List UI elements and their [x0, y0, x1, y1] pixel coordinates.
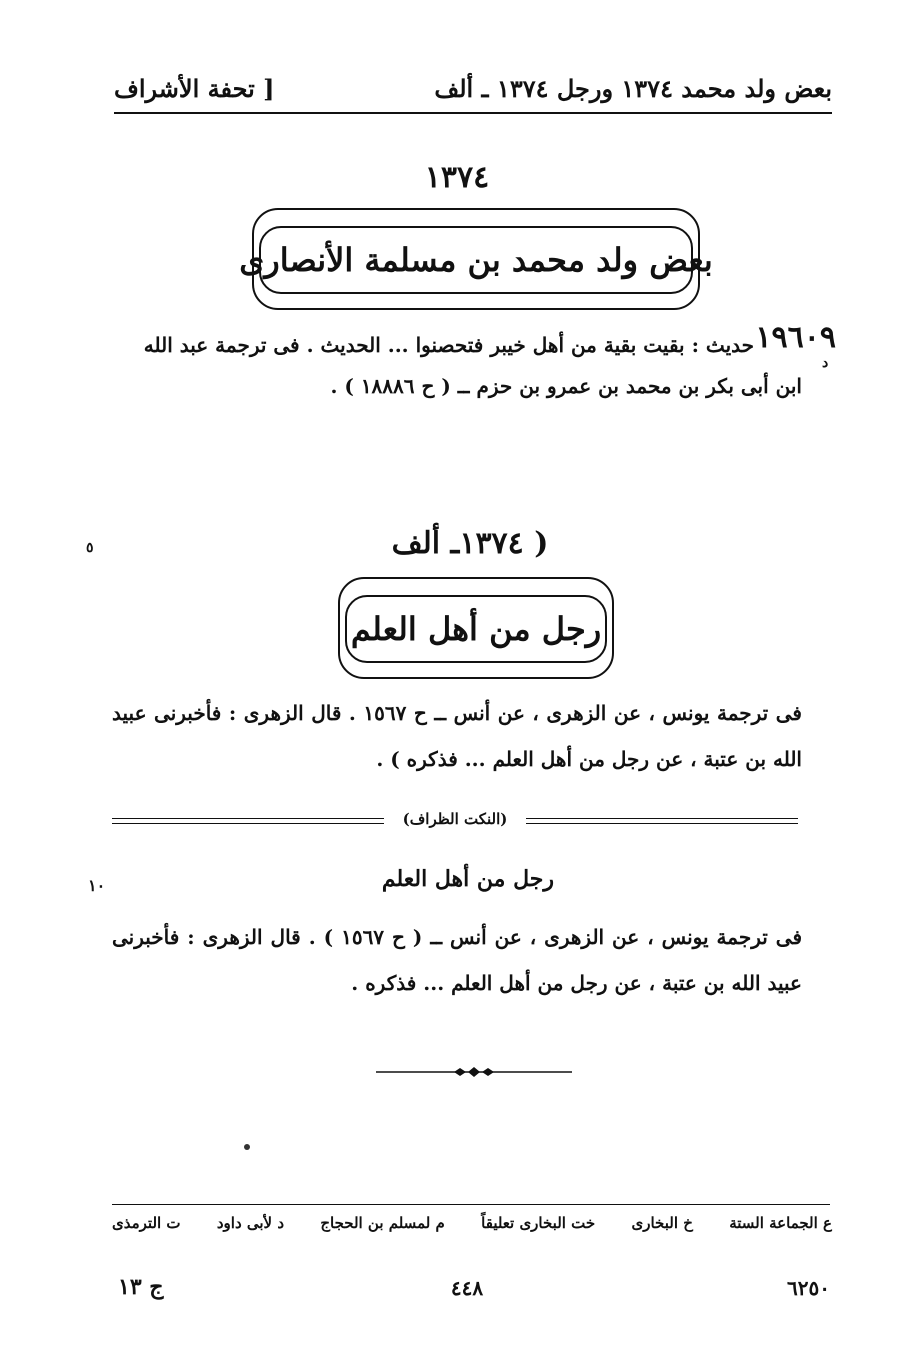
volume-number: ج ١٣ — [118, 1274, 164, 1300]
hadith-number: ١٩٦٠٩ — [755, 320, 836, 355]
nukat-entry-title: رجل من أهل العلم — [381, 866, 554, 892]
page-number: ٤٤٨ — [450, 1276, 484, 1300]
sequence-number: ٦٢٥٠ — [787, 1276, 830, 1300]
entry-number: ١٣٧٤ — [424, 160, 490, 195]
margin-line-number: ٥ — [86, 540, 94, 556]
header-rule — [114, 112, 832, 114]
abbreviation-item: خ البخارى — [631, 1214, 693, 1232]
abbreviation-item: م لمسلم بن الحجاج — [320, 1214, 445, 1232]
entry-title: بعض ولد محمد بن مسلمة الأنصارى — [259, 226, 693, 294]
footer-abbreviations — [112, 1214, 832, 1232]
entry-title: رجل من أهل العلم — [345, 595, 607, 663]
divider-double-line — [112, 818, 384, 824]
divider-double-line — [526, 818, 798, 824]
hadith-source-symbol: د — [822, 355, 829, 371]
footer-rule — [112, 1204, 830, 1205]
abbreviation-item: ع الجماعة الستة — [729, 1214, 832, 1232]
divider-label: (النكت الظراف) — [402, 810, 508, 828]
entry-text: فى ترجمة يونس ، عن الزهرى ، عن أنس ــ ح ١٥٦٧ . قال الزهرى : فأخبرنى عبيد الله بن عتبة ، عن رجل من أهل العلم ... فذكره ) . — [112, 701, 802, 771]
entry-number: ( ١٣٧٤ـ ألف — [391, 526, 549, 561]
margin-line-number: ١٠ — [88, 876, 106, 895]
book-title: [ تحفة الأشراف — [114, 74, 275, 103]
nukat-entry-text: فى ترجمة يونس ، عن الزهرى ، عن أنس ــ ( ح ١٥٦٧ ) . قال الزهرى : فأخبرنى عبيد الله بن عتبة ، عن رجل من أهل العلم ... فذكره . — [112, 925, 802, 995]
hadith-text-line: حديث : بقيت بقية من أهل خيبر فتحصنوا ... الحديث . فى ترجمة عبد الله — [143, 333, 754, 357]
entry-title-frame — [338, 577, 614, 679]
abbreviation-item: ت الترمذى — [112, 1214, 181, 1232]
abbreviation-item: د لأبى داود — [216, 1214, 285, 1232]
end-ornament-icon — [376, 1064, 572, 1080]
abbreviation-item: خت البخارى تعليقاً — [481, 1214, 596, 1232]
hadith-text-line: ابن أبى بكر بن محمد بن عمرو بن حزم ــ ( ح ١٨٨٨٦ ) . — [330, 374, 802, 398]
section-divider — [112, 810, 798, 834]
running-head: بعض ولد محمد ١٣٧٤ ورجل ١٣٧٤ ـ ألف — [434, 74, 832, 103]
ink-speck — [244, 1144, 250, 1150]
entry-title-frame — [239, 208, 713, 310]
